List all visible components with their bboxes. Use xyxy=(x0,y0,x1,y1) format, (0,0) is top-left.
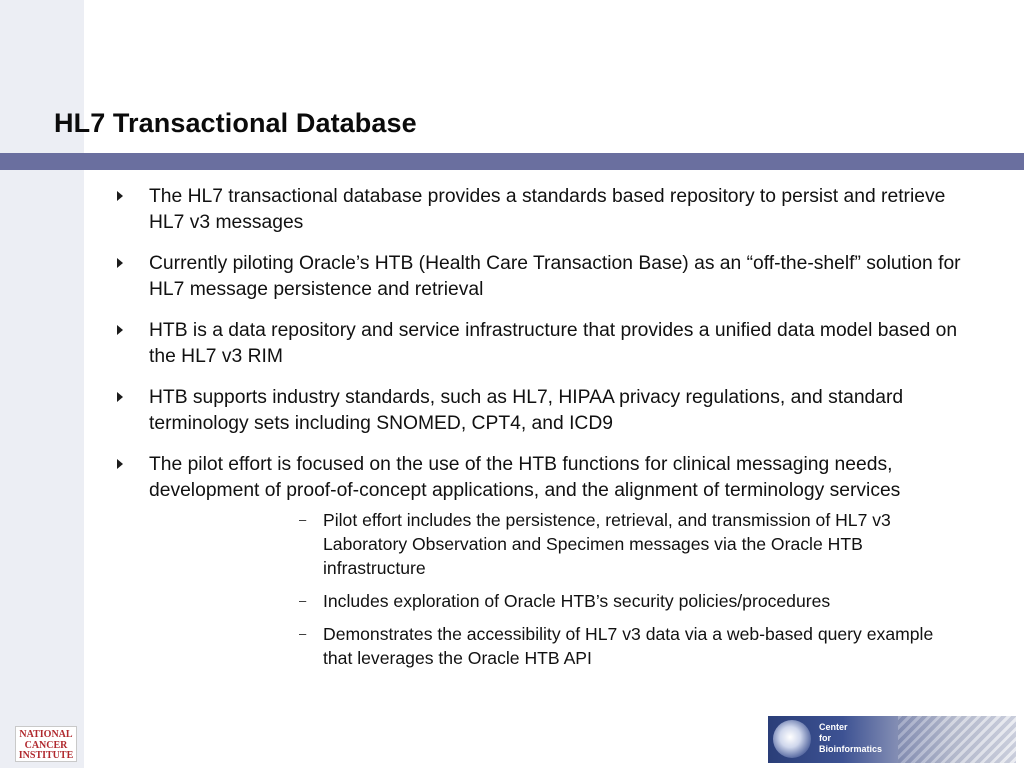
bullet-item xyxy=(0,452,1024,670)
cbi-logo-texture xyxy=(898,716,1016,763)
nci-logo-line1: NATIONAL xyxy=(19,729,73,740)
bioinformatics-emblem-icon xyxy=(773,720,811,758)
bullet-arrow-icon xyxy=(117,191,123,201)
nci-logo xyxy=(15,726,77,762)
cbi-logo-line1: Center xyxy=(819,722,848,732)
slide-content xyxy=(0,184,1024,685)
bullet-arrow-icon xyxy=(117,392,123,402)
cbi-logo-line2: for xyxy=(819,733,831,743)
slide-title: HL7 Transactional Database xyxy=(54,108,417,138)
bullet-text: Currently piloting Oracle’s HTB (Health Care Transaction Base) as an “off-the-shelf” solution for HL7 message persistence and retrieval xyxy=(149,253,961,300)
title-divider-bar xyxy=(0,153,1024,170)
sub-bullet-text: Pilot effort includes the persistence, retrieval, and transmission of HL7 v3 Laboratory Observation and Specimen messages via the Oracle HTB infrastructure xyxy=(323,510,891,578)
sub-bullet-text: Demonstrates the accessibility of HL7 v3 data via a web-based query example that leverages the Oracle HTB API xyxy=(323,624,934,668)
bullet-arrow-icon xyxy=(117,459,123,469)
bullet-arrow-icon xyxy=(117,258,123,268)
bullet-item xyxy=(0,385,1024,437)
nci-logo-line3: INSTITUTE xyxy=(18,750,74,761)
sub-bullet-item xyxy=(149,508,976,580)
bullet-item xyxy=(0,184,1024,236)
cbi-logo-line3: Bioinformatics xyxy=(819,744,883,754)
sub-bullet-dash-icon: – xyxy=(299,593,307,608)
sub-bullet-item xyxy=(149,589,976,613)
bullet-arrow-icon xyxy=(117,325,123,335)
bullet-text: The HL7 transactional database provides a standards based repository to persist and retrieve HL7 v3 messages xyxy=(149,186,946,233)
bullet-item xyxy=(0,318,1024,370)
cbi-logo-text xyxy=(819,722,882,755)
sub-bullet-list xyxy=(149,508,976,670)
center-for-bioinformatics-logo xyxy=(768,716,1016,763)
sub-bullet-dash-icon: – xyxy=(299,512,307,527)
nci-logo-line2: CANCER xyxy=(24,739,68,751)
bullet-text: HTB is a data repository and service infrastructure that provides a unified data model based on the HL7 v3 RIM xyxy=(149,320,958,367)
sub-bullet-text: Includes exploration of Oracle HTB’s security policies/procedures xyxy=(323,591,831,611)
sub-bullet-dash-icon: – xyxy=(299,626,307,641)
bullet-text: HTB supports industry standards, such as HL7, HIPAA privacy regulations, and standard terminology sets including SNOMED, CPT4, and ICD9 xyxy=(149,387,904,434)
sub-bullet-item xyxy=(149,622,976,670)
bullet-text: The pilot effort is focused on the use of the HTB functions for clinical messaging needs, development of proof-of-concept applications, and the alignment of terminology services xyxy=(149,454,901,501)
bullet-item xyxy=(0,251,1024,303)
